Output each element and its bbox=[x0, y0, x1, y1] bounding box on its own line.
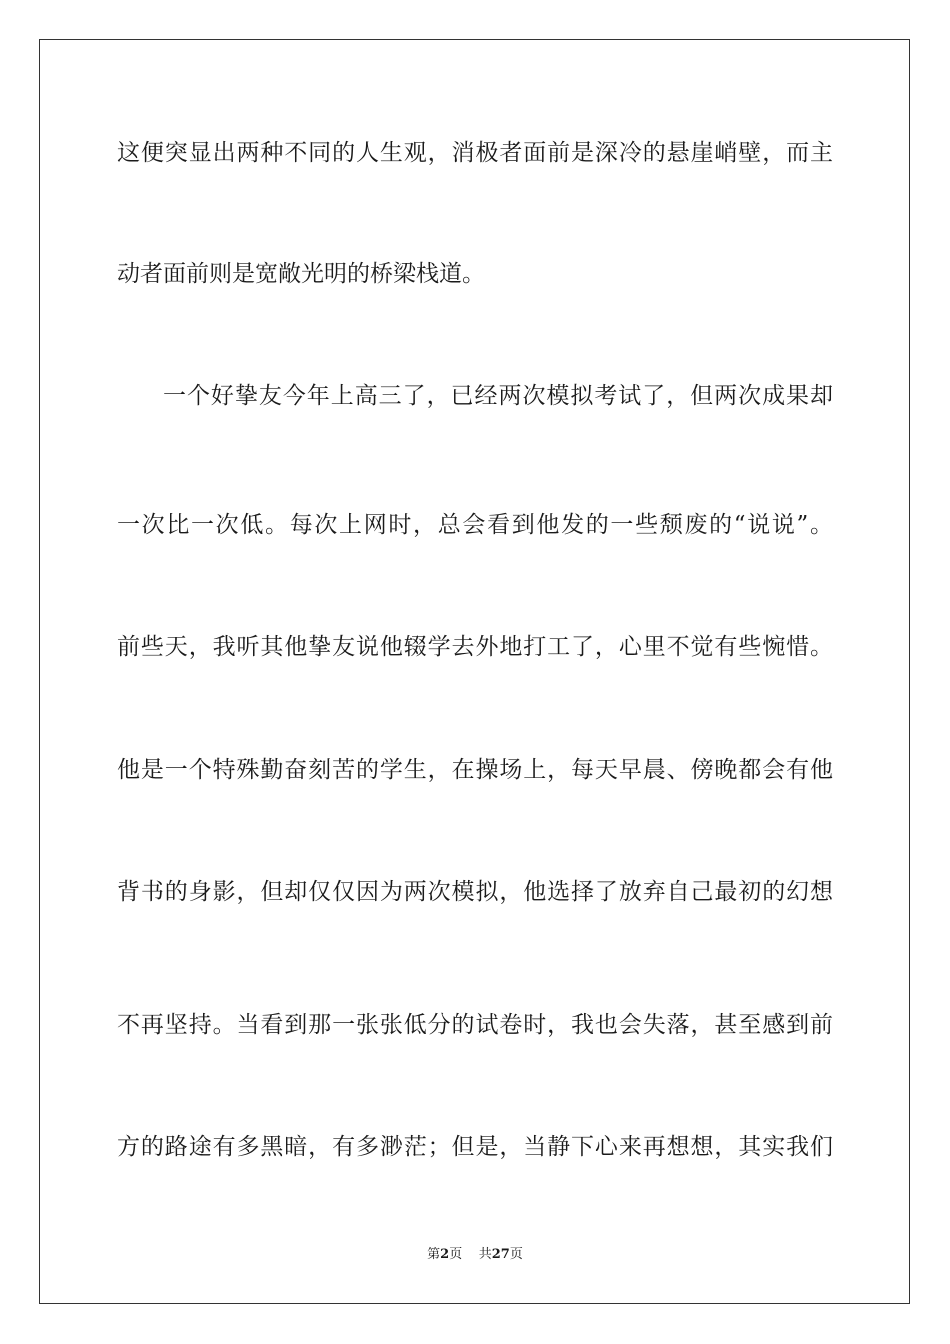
page-footer bbox=[0, 1247, 950, 1263]
paragraph-line-8: 不再坚持。当看到那一张张低分的试卷时，我也会失落，甚至感到前 bbox=[117, 1012, 833, 1038]
footer-page-suffix: 页 bbox=[449, 1247, 463, 1262]
paragraph-line-2: 动者面前则是宽敞光明的桥梁栈道。 bbox=[117, 261, 485, 287]
paragraph-line-4: 一次比一次低。每次上网时，总会看到他发的一些颓废的“说说”。 bbox=[117, 512, 833, 538]
paragraph-line-7: 背书的身影，但却仅仅因为两次模拟，他选择了放弃自己最初的幻想 bbox=[117, 879, 833, 905]
footer-total-prefix: 共 bbox=[478, 1247, 492, 1262]
paragraph-line-5: 前些天，我听其他挚友说他辍学去外地打工了，心里不觉有些惋惜。 bbox=[117, 634, 833, 660]
footer-total-pages: 27 bbox=[491, 1247, 510, 1262]
paragraph-line-9: 方的路途有多黑暗，有多渺茫；但是，当静下心来再想想，其实我们 bbox=[117, 1134, 833, 1160]
paragraph-line-1: 这便突显出两种不同的人生观，消极者面前是深冷的悬崖峭壁，而主 bbox=[117, 140, 833, 166]
footer-total-suffix: 页 bbox=[509, 1247, 523, 1262]
footer-page-prefix: 第 bbox=[427, 1247, 441, 1262]
page-border bbox=[39, 39, 910, 1304]
paragraph-line-3: 一个好挚友今年上高三了，已经两次模拟考试了，但两次成果却 bbox=[163, 383, 833, 409]
paragraph-line-6: 他是一个特殊勤奋刻苦的学生，在操场上，每天早晨、傍晚都会有他 bbox=[117, 757, 833, 783]
footer-page-number: 2 bbox=[440, 1247, 450, 1262]
